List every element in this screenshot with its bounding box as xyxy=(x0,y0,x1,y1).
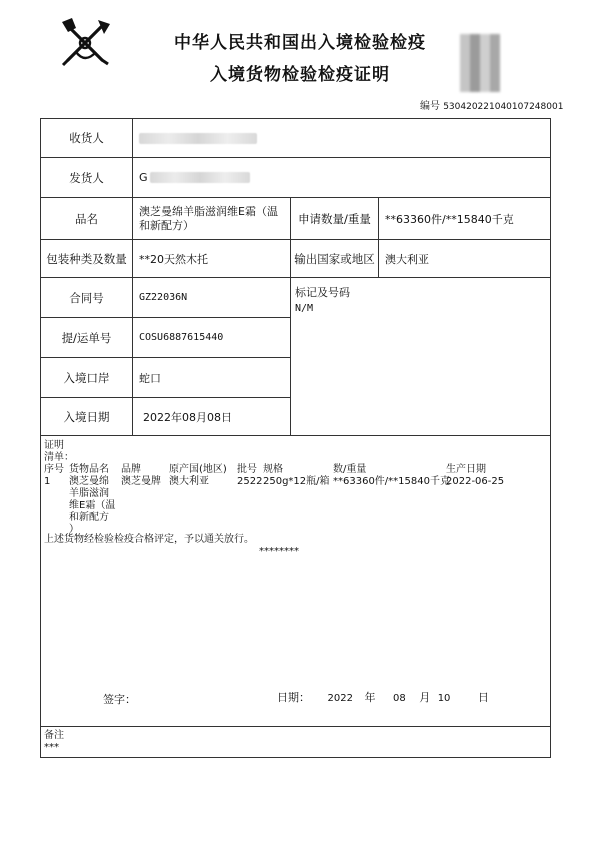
row-prod-date: 2022-06-25 xyxy=(446,476,505,487)
list-label: 清单： xyxy=(44,452,74,463)
issue-date xyxy=(277,692,489,705)
qr-code xyxy=(460,34,500,92)
port-label: 入境口岸 xyxy=(41,358,133,398)
consignee-label: 收货人 xyxy=(41,119,133,158)
entry-date-value: 2022年08月08日 xyxy=(133,398,291,436)
cert-number-value: 530420221040107248001 xyxy=(443,102,564,112)
row-name-line: 澳芝曼绵 xyxy=(69,476,109,487)
consignor-label: 发货人 xyxy=(41,158,133,198)
col-seq: 序号 xyxy=(44,464,64,475)
product-value: 澳芝曼绵羊脂滋润维E霜（温和新配方） xyxy=(133,198,291,240)
row-batch: 2522 xyxy=(237,476,263,487)
issue-date-label: 日期： xyxy=(277,691,310,704)
row-qty: **63360件/**15840千克 xyxy=(333,476,450,487)
issue-month-unit: 月 xyxy=(419,691,431,704)
marks-cell xyxy=(291,278,550,436)
col-name: 货物品名 xyxy=(69,464,109,475)
row-origin: 澳大利亚 xyxy=(169,476,209,487)
consignor-value xyxy=(133,158,550,198)
cert-number xyxy=(420,97,563,112)
col-origin: 原产国(地区) xyxy=(169,464,227,475)
row-name-line: 和新配方 xyxy=(69,512,109,523)
row-name-line: 羊脂滋润 xyxy=(69,488,109,499)
origin-value: 澳大利亚 xyxy=(379,240,550,278)
row-spec: 250g*12瓶/箱 xyxy=(263,476,330,487)
port-value: 蛇口 xyxy=(133,358,291,398)
issue-day-unit: 日 xyxy=(477,691,489,704)
packaging-value: **20天然木托 xyxy=(133,240,291,278)
col-spec: 规格 xyxy=(263,464,283,475)
bl-label: 提/运单号 xyxy=(41,318,133,358)
col-qty: 数/重量 xyxy=(333,464,367,475)
row-brand: 澳芝曼牌 xyxy=(121,476,161,487)
packaging-label: 包装种类及数量 xyxy=(41,240,133,278)
issue-day: 10 xyxy=(437,693,451,704)
entry-date-label: 入境日期 xyxy=(41,398,133,436)
consignor-prefix: G xyxy=(139,171,148,184)
row-name xyxy=(69,476,119,536)
document-subtitle: 入境货物检验检疫证明 xyxy=(210,65,390,85)
consignor-redacted xyxy=(150,172,250,183)
origin-label: 输出国家或地区 xyxy=(291,240,379,278)
declared-qty-value: **63360件/**15840千克 xyxy=(379,198,550,240)
cert-number-label: 编号 xyxy=(420,101,440,112)
row-name-line: 维E霜（温 xyxy=(69,500,116,511)
certification-statement: 上述货物经检验检疫合格评定，予以通关放行。 xyxy=(44,534,254,545)
row-name-line: ） xyxy=(69,524,79,535)
product-label: 品名 xyxy=(41,198,133,240)
marks-value: N/M xyxy=(295,303,314,314)
marks-label: 标记及号码 xyxy=(295,286,350,299)
col-brand: 品牌 xyxy=(121,464,141,475)
remarks-section xyxy=(44,730,64,754)
contract-value: GZ22036N xyxy=(133,278,291,318)
issue-year-unit: 年 xyxy=(364,691,376,704)
col-prod-date: 生产日期 xyxy=(446,464,486,475)
bl-value: COSU6887615440 xyxy=(133,318,291,358)
remarks-label: 备注 xyxy=(44,730,64,741)
issue-month: 08 xyxy=(392,693,406,704)
consignee-redacted xyxy=(139,133,257,144)
declared-qty-label: 申请数量/重量 xyxy=(291,198,379,240)
certification-heading: 证明 xyxy=(44,440,64,451)
signature-label: 签字： xyxy=(103,693,136,706)
issue-year: 2022 xyxy=(327,693,353,704)
col-batch: 批号 xyxy=(237,464,257,475)
document-title: 中华人民共和国出入境检验检疫 xyxy=(174,33,426,53)
remarks-value: *** xyxy=(44,742,59,753)
row-seq: 1 xyxy=(44,476,51,487)
contract-label: 合同号 xyxy=(41,278,133,318)
consignee-value xyxy=(133,119,550,158)
certification-section xyxy=(41,436,550,727)
statement-stars: ******** xyxy=(259,546,299,557)
